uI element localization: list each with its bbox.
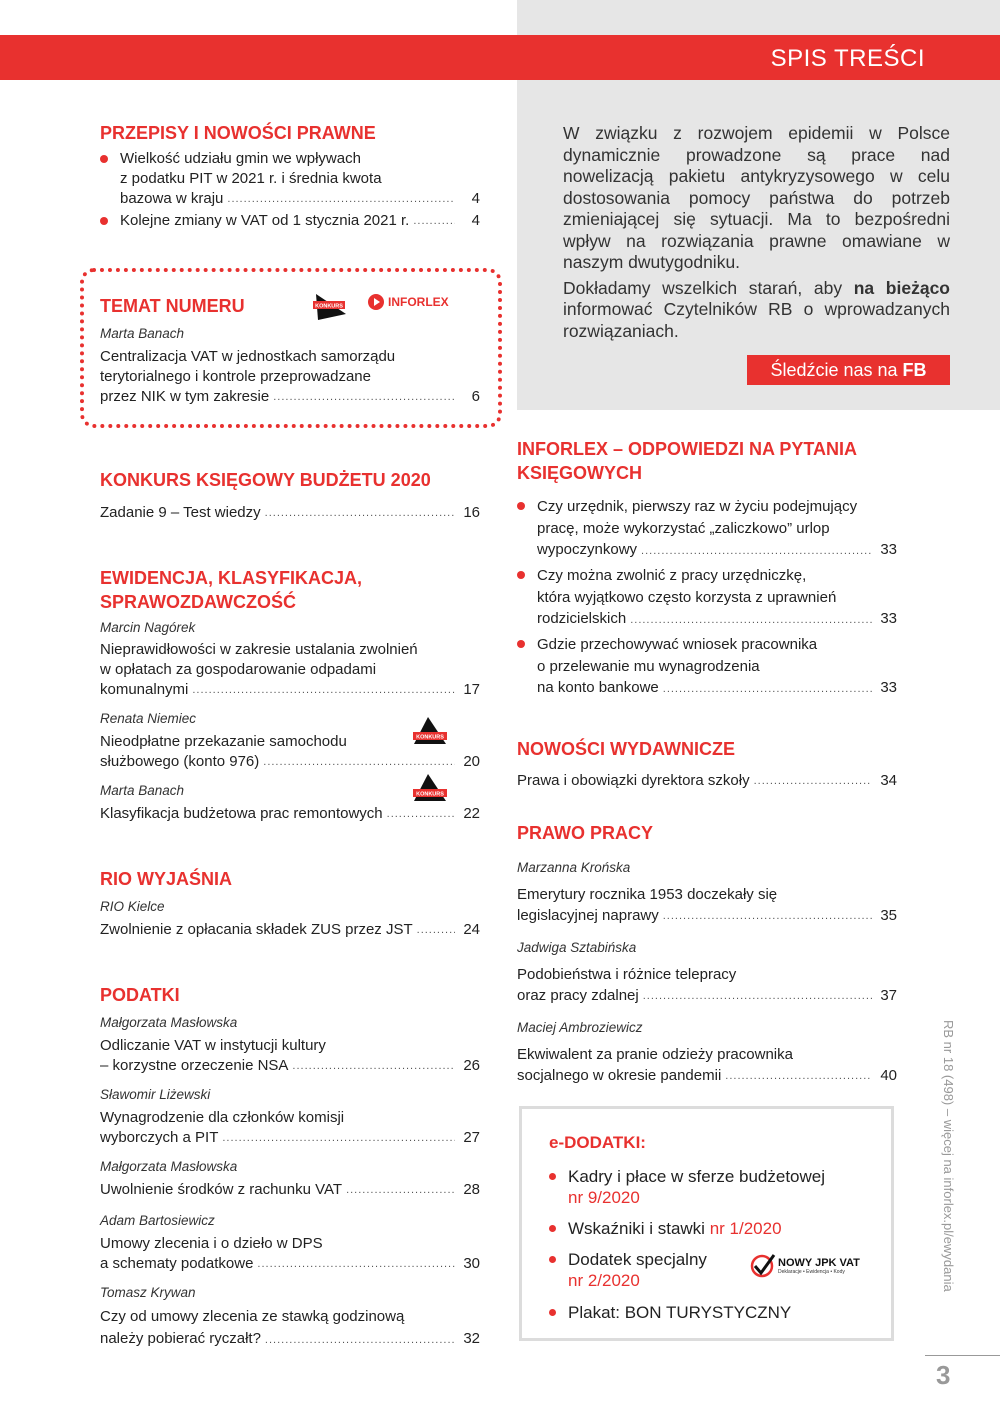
section-heading-temat-numeru: TEMAT NUMERU bbox=[100, 296, 245, 316]
page-title: SPIS TREŚCI bbox=[770, 45, 925, 72]
page-number: 33 bbox=[880, 610, 897, 627]
author-name: RIO Kielce bbox=[100, 899, 165, 914]
page-number: 6 bbox=[471, 388, 480, 405]
bullet-icon bbox=[517, 571, 525, 579]
toc-entry[interactable]: Zadanie 9 – Test wiedzy ..... 16 bbox=[100, 503, 480, 523]
e-dodatki-box bbox=[519, 1106, 894, 1341]
bullet-icon bbox=[549, 1173, 556, 1180]
page-number: 35 bbox=[880, 907, 897, 924]
page-number: 4 bbox=[471, 212, 480, 229]
author-name: Jadwiga Sztabińska bbox=[517, 940, 637, 955]
checkmark-icon bbox=[750, 1253, 776, 1279]
page-number-footer: 3 bbox=[936, 1360, 951, 1390]
e-dodatki-item[interactable]: Plakat: BON TURYSTYCZNY bbox=[549, 1302, 879, 1323]
author-name: Marzanna Krońska bbox=[517, 860, 631, 875]
author-name: Renata Niemiec bbox=[100, 711, 197, 726]
bullet-icon bbox=[549, 1256, 556, 1263]
author-name: Marta Banach bbox=[100, 783, 185, 798]
page-number: 33 bbox=[880, 541, 897, 558]
e-dodatki-item[interactable]: Wskaźniki i stawki nr 1/2020 bbox=[549, 1218, 879, 1239]
section-heading-prawo-pracy: PRAWO PRACY bbox=[517, 823, 654, 843]
page-number: 17 bbox=[463, 681, 480, 698]
author-name: Małgorzata Masłowska bbox=[100, 1015, 238, 1030]
page-number: 40 bbox=[880, 1067, 897, 1084]
section-heading-przepisy: PRZEPISY I NOWOŚCI PRAWNE bbox=[100, 123, 376, 143]
header-bar bbox=[0, 35, 1000, 80]
toc-entry[interactable]: Wielkość udziału gmin we wpływach z podatku PIT w 2021 r. i średnia kwota bazowa w kraju ..... 4 bbox=[100, 149, 480, 209]
konkurs-badge-icon bbox=[312, 292, 348, 322]
side-running-footer: RB nr 18 (498) – więcej na inforlex.pl/ewydania bbox=[941, 1020, 956, 1292]
bullet-icon bbox=[100, 217, 108, 225]
bullet-icon bbox=[549, 1309, 556, 1316]
section-heading-konkurs: KONKURS KSIĘGOWY BUDŻETU 2020 bbox=[100, 470, 431, 490]
e-dodatki-item[interactable]: Kadry i płace w sferze budżetowej nr 9/2020 bbox=[549, 1166, 879, 1208]
page-number: 22 bbox=[463, 805, 480, 822]
toc-entry[interactable]: Podobieństwa i różnice telepracy oraz pracy zdalnej ..... 37 bbox=[517, 964, 897, 1006]
divider bbox=[925, 1355, 1000, 1356]
toc-entry[interactable]: Kolejne zmiany w VAT od 1 stycznia 2021 r. ..... 4 bbox=[100, 211, 480, 231]
page-number: 28 bbox=[463, 1181, 480, 1198]
toc-entry[interactable]: Emerytury rocznika 1953 doczekały się legislacyjnej naprawy ..... 35 bbox=[517, 884, 897, 926]
page-number: 34 bbox=[880, 772, 897, 789]
page-number: 4 bbox=[471, 190, 480, 207]
toc-entry[interactable]: Klasyfikacja budżetowa prac remontowych ..... 22 bbox=[100, 804, 480, 824]
author-name: Marcin Nagórek bbox=[100, 620, 196, 635]
section-heading-rio: RIO WYJAŚNIA bbox=[100, 869, 233, 889]
author-name: Małgorzata Masłowska bbox=[100, 1159, 238, 1174]
toc-entry[interactable]: Centralizacja VAT w jednostkach samorządu terytorialnego i kontrole przeprowadzane przez NIK w tym zakresie ..... 6 bbox=[100, 347, 480, 407]
page-number: 24 bbox=[463, 921, 480, 938]
page-number: 30 bbox=[463, 1255, 480, 1272]
author-name: Adam Bartosiewicz bbox=[100, 1213, 215, 1228]
toc-entry[interactable]: Uwolnienie środków z rachunku VAT ..... 28 bbox=[100, 1180, 480, 1200]
svg-text:KONKURS: KONKURS bbox=[315, 303, 343, 310]
toc-entry[interactable]: Czy można zwolnić z pracy urzędniczkę, która wyjątkowo często korzysta z uprawnień rodzicielskich ..... 33 bbox=[517, 565, 897, 630]
page-number: 32 bbox=[463, 1330, 480, 1347]
bullet-icon bbox=[100, 155, 108, 163]
toc-entry[interactable]: Czy od umowy zlecenia ze stawką godzinową należy pobierać ryczałt? ..... 32 bbox=[100, 1306, 480, 1350]
author-name: Sławomir Liżewski bbox=[100, 1087, 211, 1102]
toc-entry[interactable]: Nieprawidłowości w zakresie ustalania zwolnień w opłatach za gospodarowanie odpadami komunalnymi ..... 17 bbox=[100, 640, 480, 700]
page-number: 26 bbox=[463, 1057, 480, 1074]
page-number: 33 bbox=[880, 679, 897, 696]
jpk-vat-logo: NOWY JPK VAT Deklaracje • Ewidencja • Kody bbox=[750, 1253, 860, 1279]
e-dodatki-heading: e-DODATKI: bbox=[549, 1133, 646, 1152]
author-name: Maciej Ambroziewicz bbox=[517, 1020, 643, 1035]
bullet-icon bbox=[517, 640, 525, 648]
facebook-follow-button[interactable]: Śledźcie nas na FB bbox=[747, 355, 950, 385]
inforlex-badge: INFORLEX bbox=[368, 294, 449, 310]
author-name: Tomasz Krywan bbox=[100, 1285, 196, 1300]
toc-entry[interactable]: Prawa i obowiązki dyrektora szkoły ..... 34 bbox=[517, 771, 897, 791]
toc-entry[interactable]: Gdzie przechowywać wniosek pracownika o przelewanie mu wynagrodzenia na konto bankowe ..... 33 bbox=[517, 634, 897, 699]
section-heading-podatki: PODATKI bbox=[100, 985, 180, 1005]
bullet-icon bbox=[517, 502, 525, 510]
toc-entry[interactable]: Wynagrodzenie dla członków komisji wyborczych a PIT ..... 27 bbox=[100, 1108, 480, 1148]
author-name: Marta Banach bbox=[100, 326, 185, 341]
section-heading-ewidencja: EWIDENCJA, KLASYFIKACJA, SPRAWOZDAWCZOŚĆ bbox=[100, 568, 363, 612]
toc-entry[interactable]: Czy urzędnik, pierwszy raz w życiu podejmujący pracę, może wykorzystać „zaliczkowo” urlop wypoczynkowy ..... 33 bbox=[517, 496, 897, 561]
section-heading-nowosci: NOWOŚCI WYDAWNICZE bbox=[517, 739, 735, 759]
toc-entry[interactable]: Umowy zlecenia i o dzieło w DPS a schematy podatkowe ..... 30 bbox=[100, 1234, 480, 1274]
toc-entry[interactable]: Ekwiwalent za pranie odzieży pracownika socjalnego w okresie pandemii ..... 40 bbox=[517, 1044, 897, 1086]
konkurs-badge-icon bbox=[412, 773, 448, 803]
play-icon bbox=[368, 294, 384, 310]
page-number: 37 bbox=[880, 987, 897, 1004]
toc-entry[interactable]: Zwolnienie z opłacania składek ZUS przez JST ..... 24 bbox=[100, 920, 480, 940]
intro-text: W związku z rozwojem epidemii w Polsce dynamicznie prowadzone są prace nad nowelizacją pakietu antykryzysowego w celu dostosowania pomocy państwa do potrzeb zmieniającej się sytuacji. Ma to bezpośredni wpływ na rozwiązania prawne omawiane w naszym dwutygodniku. Dokładamy wszelkich starań, aby na bieżąco informować Czytelników RB o wprowadzanych rozwiązaniach. bbox=[563, 123, 950, 341]
page-number: 27 bbox=[463, 1129, 480, 1146]
page-number: 20 bbox=[463, 753, 480, 770]
e-dodatki-item[interactable]: Dodatek specjalny nr 2/2020 bbox=[549, 1249, 879, 1291]
page-number: 16 bbox=[463, 504, 480, 521]
toc-entry[interactable]: Nieodpłatne przekazanie samochodu służbowego (konto 976) ..... 20 bbox=[100, 732, 480, 772]
section-heading-inforlex: INFORLEX – ODPOWIEDZI NA PYTANIA KSIĘGOWYCH bbox=[517, 439, 858, 483]
svg-text:KONKURS: KONKURS bbox=[416, 791, 444, 798]
toc-entry[interactable]: Odliczanie VAT w instytucji kultury – korzystne orzeczenie NSA ..... 26 bbox=[100, 1036, 480, 1076]
bullet-icon bbox=[549, 1225, 556, 1232]
svg-text:KONKURS: KONKURS bbox=[416, 734, 444, 741]
